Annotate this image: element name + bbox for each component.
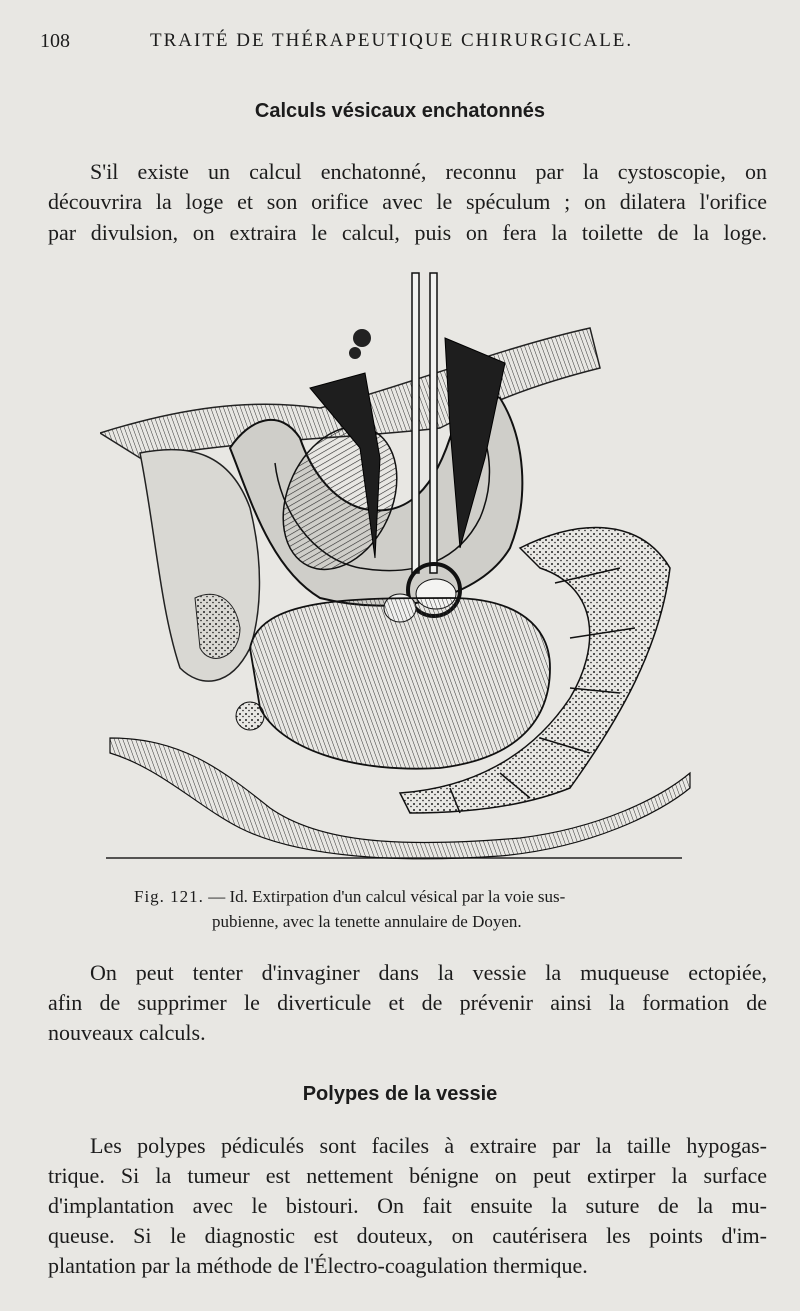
paragraph-line: découvrira la loge et son orifice avec le spéculum ; on dilatera l'orifice — [48, 189, 767, 214]
figure-caption-text: — Id. Extirpation d'un calcul vésical par la voie sus- — [203, 887, 566, 906]
paragraph-line: par divulsion, on extraira le calcul, puis on fera la toilette de la loge. — [48, 220, 767, 245]
paragraph-line: S'il existe un calcul enchatonné, reconnu par la cystoscopie, on — [90, 159, 767, 184]
anatomical-engraving-figure — [100, 268, 700, 863]
page-number: 108 — [40, 30, 70, 52]
paragraph-line: On peut tenter d'invaginer dans la vessie la muqueuse ectopiée, — [90, 960, 767, 985]
paragraph-line: plantation par la méthode de l'Électro-coagulation thermique. — [48, 1253, 588, 1278]
forceps-shaft-left — [412, 273, 419, 573]
figure-caption-line1 — [134, 886, 565, 908]
paragraph-line: afin de supprimer le diverticule et de prévenir ainsi la formation de — [48, 990, 767, 1015]
paragraph-line: Les polypes pédiculés sont faciles à extraire par la taille hypogas- — [90, 1133, 767, 1158]
running-title: TRAITÉ DE THÉRAPEUTIQUE CHIRURGICALE. — [150, 30, 634, 51]
forceps-shaft-right — [430, 273, 437, 573]
figure-caption-line2: pubienne, avec la tenette annulaire de Doyen. — [212, 912, 522, 931]
speculum-screw — [353, 329, 371, 347]
rectum — [250, 598, 550, 769]
paragraph-line: trique. Si la tumeur est nettement bénigne on peut extirper la surface — [48, 1163, 767, 1188]
running-head — [40, 30, 660, 56]
section-heading-polypes: Polypes de la vessie — [302, 1083, 498, 1105]
figure-label: Fig. 121. — [134, 887, 204, 906]
anal-sphincter — [236, 702, 264, 730]
section-heading-calculs: Calculs vésicaux enchatonnés — [254, 100, 546, 122]
speculum-screw-small — [349, 347, 361, 359]
paragraph-line: d'implantation avec le bistouri. On fait ensuite la suture de la mu- — [48, 1193, 767, 1218]
pelvic-section-illustration — [100, 268, 700, 863]
paragraph-line: queuse. Si le diagnostic est douteux, on cautérisera les points d'im- — [48, 1223, 767, 1248]
paragraph-line: nouveaux calculs. — [48, 1020, 206, 1045]
